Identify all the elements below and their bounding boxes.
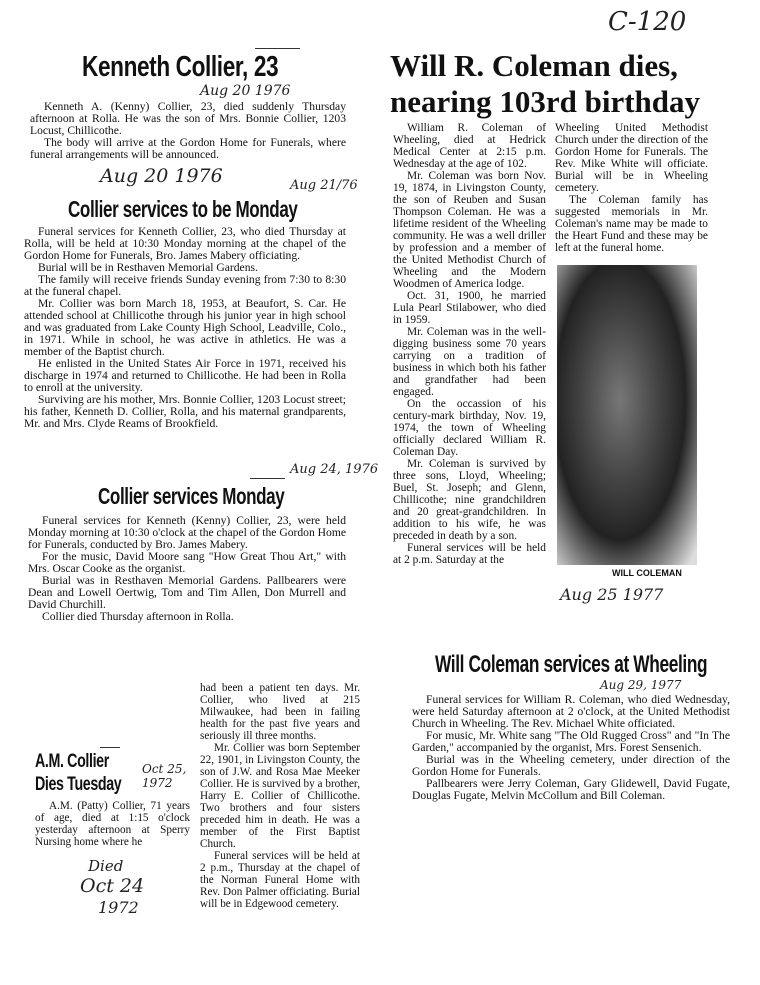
- headline-line: A.M. Collier: [35, 751, 109, 772]
- paragraph: Funeral services for Kenneth (Kenny) Collier, 23, were held Monday morning at 10:30 o'clock at the chapel of the Gordon Home for Funerals, conducted by Bro. James Mabery.: [28, 514, 346, 551]
- article-body: [412, 694, 730, 802]
- article-column-2: [555, 122, 708, 254]
- headline: [390, 48, 700, 120]
- paragraph: The body will arrive at the Gordon Home for Funerals, where funeral arrangements will be announced.: [30, 136, 346, 161]
- paragraph: For music, Mr. White sang "The Old Rugged Cross" and "In The Garden," accompanied by the organist, Mrs. Forest Sensenich.: [412, 729, 730, 754]
- divider: [255, 48, 300, 49]
- paragraph: Pallbearers were Jerry Coleman, Gary Glidewell, David Fugate, Douglas Fugate, Melvin McCollum and Bill Coleman.: [412, 777, 730, 802]
- portrait-photo: [557, 265, 697, 565]
- headline: Collier services to be Monday: [68, 196, 298, 222]
- paragraph: Surviving are his mother, Mrs. Bonnie Collier, 1203 Locust street; his father, Kenneth D. Collier, Rolla, and his maternal grandparents, Mr. and Mrs. Clyde Reams of Brookfield.: [24, 393, 346, 430]
- handwritten-date: Aug 20 1976: [200, 83, 291, 99]
- headline: Will Coleman services at Wheeling: [435, 651, 708, 678]
- paragraph: For the music, David Moore sang "How Great Thou Art," with Mrs. Oscar Cooke as the organist.: [28, 550, 346, 575]
- paragraph: Kenneth A. (Kenny) Collier, 23, died suddenly Thursday afternoon at Rolla. He was the son of Mrs. Bonnie Collier, 1203 Locust, Chillicothe.: [30, 100, 346, 137]
- headline: [35, 750, 121, 796]
- photo-caption: WILL COLEMAN: [612, 568, 682, 578]
- file-mark: C-120: [608, 7, 687, 37]
- paragraph: Burial was in the Wheeling cemetery, under direction of the Gordon Home for Funerals.: [412, 753, 730, 778]
- paragraph: Mr. Coleman was in the well-digging business some 70 years carrying on a tradition of business in which both his father and grandfather had been engaged.: [393, 326, 546, 398]
- handwritten-date: Aug 25 1977: [560, 585, 664, 604]
- handwritten-date: Aug 24, 1976: [290, 462, 379, 477]
- paragraph: Mr. Coleman was born Nov. 19, 1874, in Livingston County, the son of Reuben and Susan Thompson Coleman. He was a lifetime resident of the Wheeling community. He was a well driller by profession and a member of the United Methodist Church of Wheeling and the Modern Woodmen of America lodge.: [393, 170, 546, 290]
- paragraph: The family will receive friends Sunday evening from 7:30 to 8:30 at the funeral chapel.: [24, 273, 346, 298]
- article-column-1: [393, 122, 546, 566]
- article-body: [30, 101, 346, 161]
- paragraph: had been a patient ten days. Mr. Collier, who lived at 215 Milwaukee, had been in failing health for the past five years and seriously ill three months.: [200, 682, 360, 742]
- paragraph: Funeral services will be held at 2 p.m. Saturday at the: [393, 542, 546, 566]
- handwritten-note: Died: [88, 857, 124, 875]
- headline: Kenneth Collier, 23: [82, 51, 279, 83]
- paragraph: Burial will be in Resthaven Memorial Gardens.: [38, 261, 258, 274]
- paragraph: Collier died Thursday afternoon in Rolla.: [42, 610, 234, 623]
- paragraph: Mr. Coleman is survived by three sons, Lloyd, Wheeling; Buel, St. Joseph; and Glenn, Chillicothe; nine grandchildren and 20 great-grandchildren. In addition to his wife, he was preceded in death by a son.: [393, 458, 546, 542]
- article-body: [28, 515, 346, 623]
- article-column-2: [200, 682, 360, 910]
- article-column-1: [35, 800, 190, 848]
- headline: Collier services Monday: [98, 483, 285, 509]
- paragraph: Burial was in Resthaven Memorial Gardens. Pallbearers were Dean and Lowell Oertwig, Tom and Tim Allen, Don Murrell and David Churchill.: [28, 574, 346, 611]
- headline-line: nearing 103rd birthday: [390, 84, 701, 119]
- handwritten-note: 1972: [98, 898, 139, 917]
- paragraph: Wheeling United Methodist Church under the direction of the Gordon Home for Funerals. The Rev. Mike White will officiate. Burial will be in Wheeling cemetery.: [555, 122, 708, 194]
- paragraph: Funeral services for Kenneth Collier, 23, who died Thursday at Rolla, will be held at 10:30 Monday morning at the chapel of the Gordon Home for Funerals, Bro. James Mabery officiating.: [24, 225, 346, 262]
- paragraph: Oct. 31, 1900, he married Lula Pearl Stilabower, who died in 1959.: [393, 290, 546, 326]
- handwritten-note: Oct 24: [80, 875, 145, 897]
- article-body: [24, 226, 346, 430]
- divider: [250, 478, 285, 479]
- headline-line: Will R. Coleman dies,: [390, 48, 678, 83]
- handwritten-date: Oct 25, 1972: [142, 762, 187, 790]
- divider: [100, 747, 120, 748]
- paragraph: Mr. Collier was born September 22, 1901, in Livingston County, the son of J.W. and Rosa Mae Meeker Collier. He is survived by a brother, Harry E. Collier of Chillicothe. Two brothers and four sisters preceded him in death. He was a member of the First Baptist Church.: [200, 742, 360, 850]
- handwritten-date: Aug 20 1976: [100, 165, 223, 187]
- handwritten-date: Aug 21/76: [290, 178, 358, 193]
- paragraph: Funeral services for William R. Coleman, who died Wednesday, were held Saturday afternoon at 2 o'clock, at the United Methodist Church in Wheeling. The Rev. Michael White officiated.: [412, 693, 730, 730]
- paragraph: William R. Coleman of Wheeling, died at Hedrick Medical Center at 2:15 p.m. Wednesday at the age of 102.: [393, 122, 546, 170]
- paragraph: He enlisted in the United States Air Force in 1971, received his discharge in 1974 and returned to Chillicothe. He had been in Rolla to enroll at the university.: [24, 357, 346, 394]
- handwritten-date: Aug 29, 1977: [600, 678, 682, 692]
- paragraph: The Coleman family has suggested memorials in Mr. Coleman's name may be made to the Heart Fund and these may be left at the funeral home.: [555, 194, 708, 254]
- paragraph: On the occassion of his century-mark birthday, Nov. 19, 1974, the town of Wheeling officially declared William R. Coleman Day.: [393, 398, 546, 458]
- headline-line: Dies Tuesday: [35, 774, 122, 795]
- paragraph: Funeral services will be held at 2 p.m., Thursday at the chapel of the Norman Funeral Home with Rev. Don Palmer officiating. Burial will be in Edgewood cemetery.: [200, 850, 360, 910]
- paragraph: A.M. (Patty) Collier, 71 years of age, died at 1:15 o'clock yesterday afternoon at Sperry Nursing home where he: [35, 800, 190, 848]
- paragraph: Mr. Collier was born March 18, 1953, at Beaufort, S. Car. He attended school at Chillicothe through his junior year in high school and was graduated from Lake County High School, Leadville, Colo., in 1971. While in school, he was active in athletics. He was a member of the Baptist church.: [24, 297, 346, 358]
